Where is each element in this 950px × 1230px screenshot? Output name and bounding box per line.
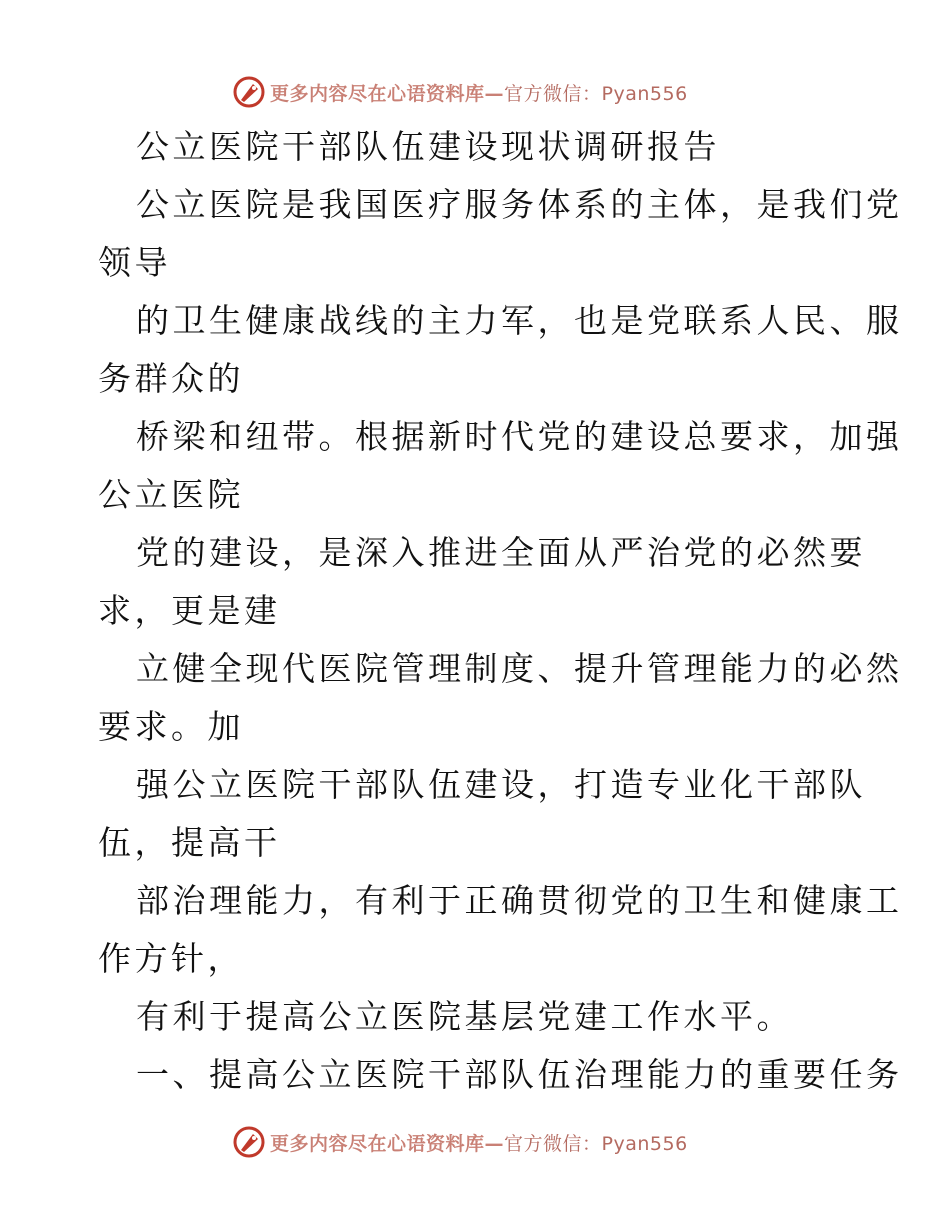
footer-watermark (232, 1122, 688, 1162)
paragraph-line: 的卫生健康战线的主力军，也是党联系人民、服 (136, 301, 903, 340)
paragraph-line: 有利于提高公立医院基层党建工作水平。 (136, 997, 793, 1036)
paragraph-line: 立健全现代医院管理制度、提升管理能力的必然 (136, 649, 903, 688)
watermark-separator: — (484, 1132, 505, 1155)
paragraph-line: 部治理能力，有利于正确贯彻党的卫生和健康工 (136, 881, 903, 920)
watermark-wechat-text: 官方微信：Pyan556 (504, 1132, 688, 1155)
paragraph-line: 桥梁和纽带。根据新时代党的建设总要求，加强 (136, 417, 903, 456)
pen-nib-logo-icon (232, 75, 266, 109)
paragraph-line: 党的建设，是深入推进全面从严治党的必然要 (136, 533, 866, 572)
paragraph-line: 求，更是建 (98, 591, 281, 630)
watermark-wechat-text: 官方微信：Pyan556 (504, 82, 688, 105)
pen-nib-logo-icon (232, 1125, 266, 1159)
paragraph-line: 公立医院 (98, 475, 244, 514)
paragraph-line: 领导 (98, 243, 171, 282)
paragraph-line: 伍，提高干 (98, 823, 281, 862)
watermark-site-text: 更多内容尽在心语资料库 (270, 1132, 485, 1155)
paragraph-line: 公立医院是我国医疗服务体系的主体，是我们党 (136, 185, 903, 224)
paragraph-line: 强公立医院干部队伍建设，打造专业化干部队 (136, 765, 866, 804)
paragraph-line: 务群众的 (98, 359, 244, 398)
document-title: 公立医院干部队伍建设现状调研报告 (136, 127, 720, 166)
section-heading: 一、提高公立医院干部队伍治理能力的重要任务 (136, 1055, 903, 1094)
header-watermark (232, 72, 688, 112)
watermark-site-text: 更多内容尽在心语资料库 (270, 82, 485, 105)
paragraph-line: 要求。加 (98, 707, 244, 746)
paragraph-line: 作方针， (98, 939, 244, 978)
watermark-separator: — (484, 82, 505, 105)
